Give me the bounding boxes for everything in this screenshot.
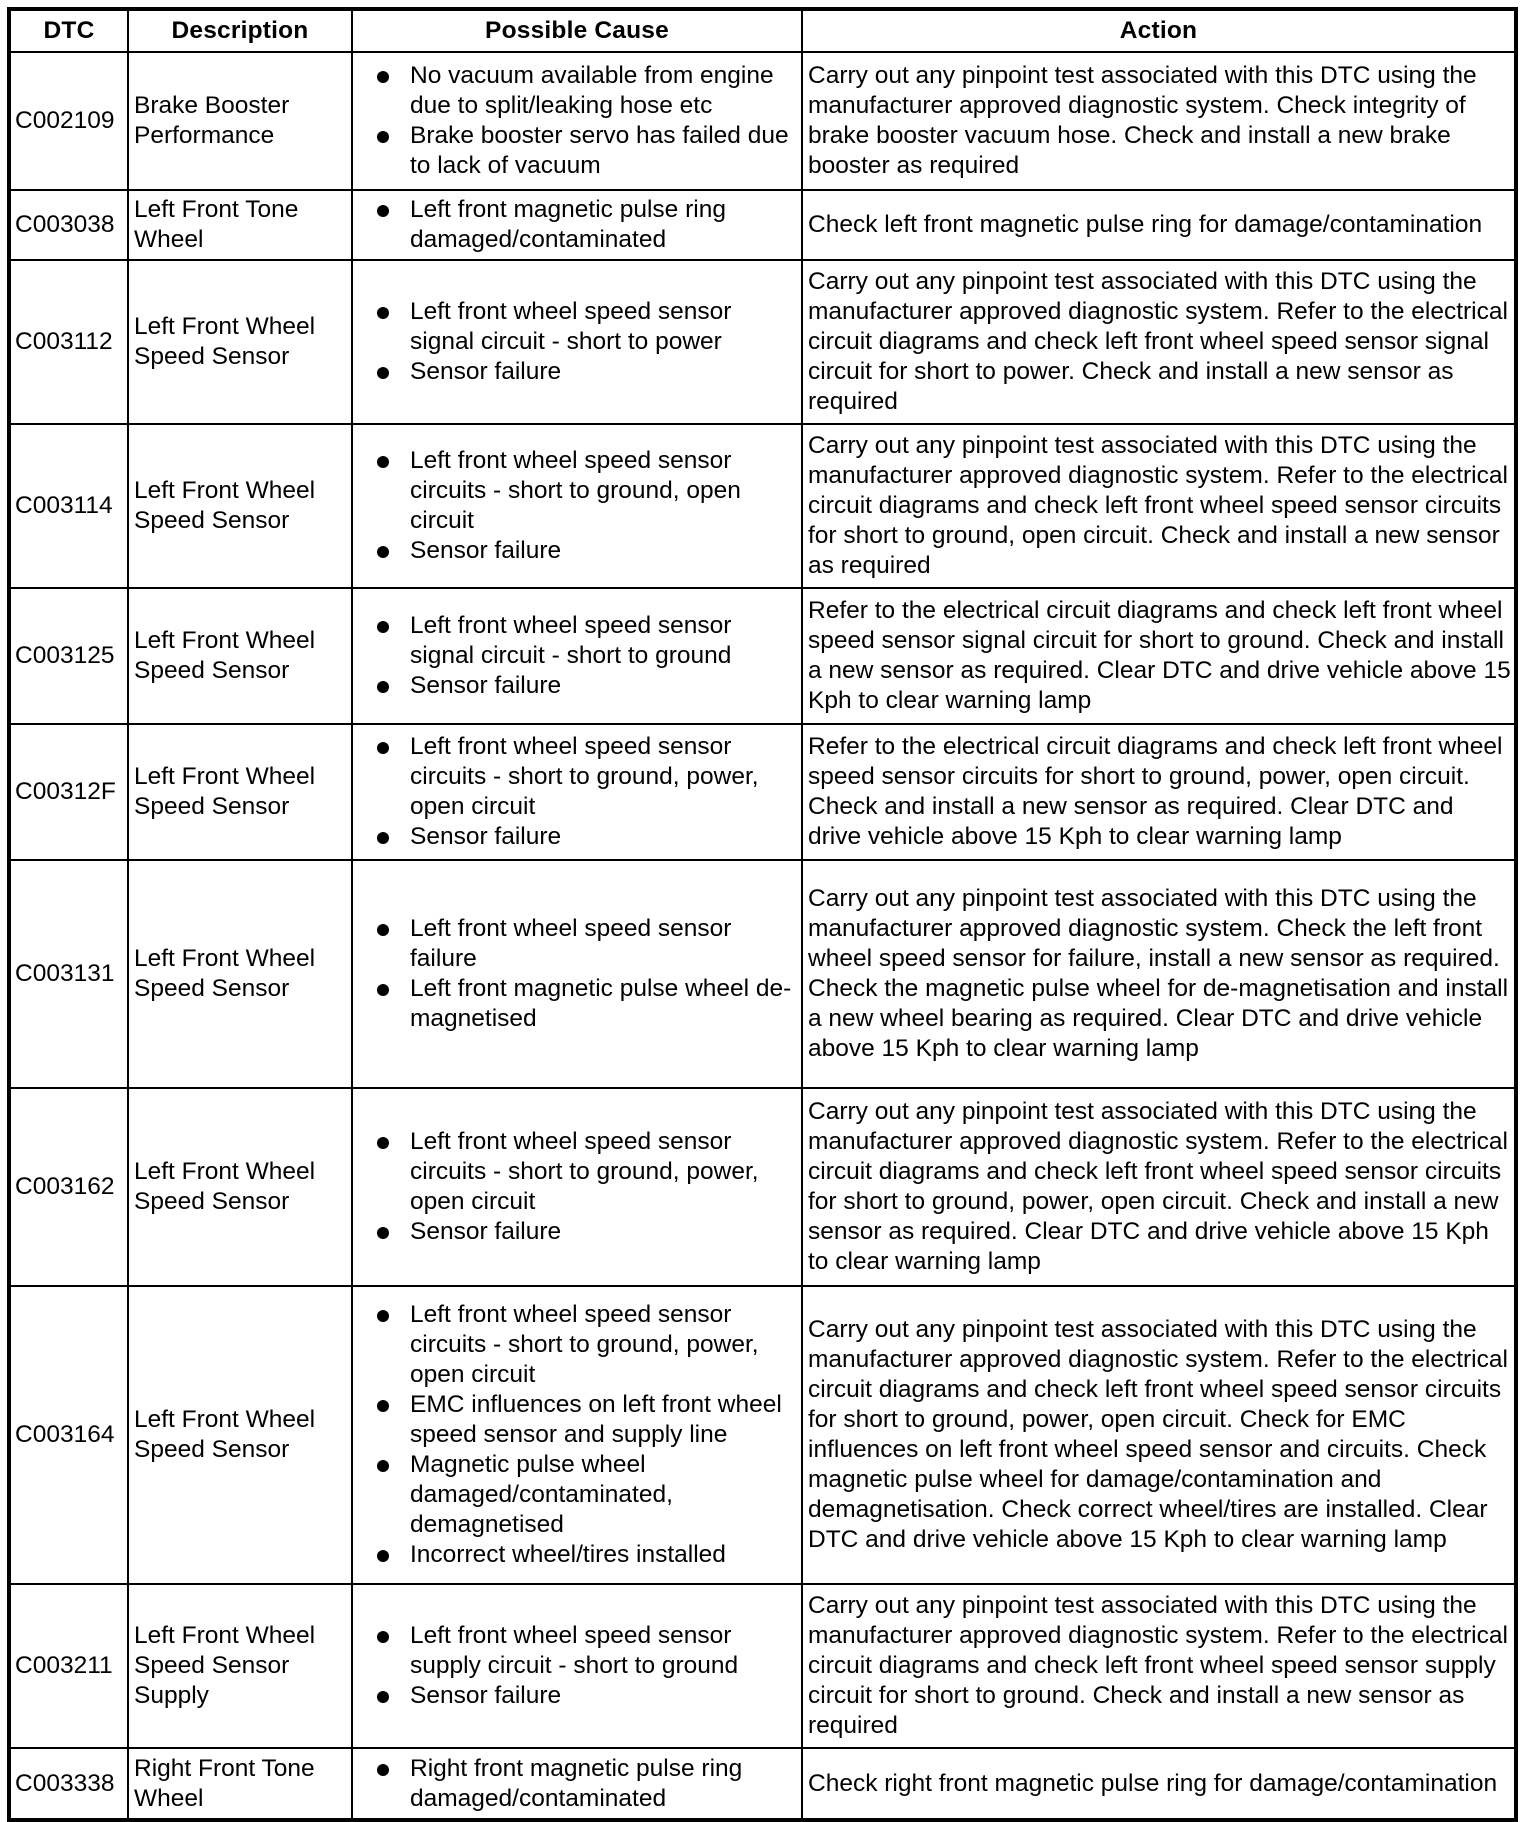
cause-text: Left front wheel speed sensor circuits - short to ground, power, open circuit (410, 733, 759, 820)
cause-list (353, 195, 801, 255)
table-row (9, 1584, 1516, 1748)
dtc-description: Left Front Wheel Speed Sensor (128, 860, 352, 1088)
bullet-icon (377, 1400, 389, 1412)
cause-item (353, 974, 801, 1034)
cause-text: No vacuum available from engine due to split/leaking hose etc (410, 62, 774, 119)
cause-list (353, 61, 801, 181)
possible-cause-cell (352, 260, 802, 424)
action-text: Check right front magnetic pulse ring for damage/contamination (802, 1748, 1516, 1820)
bullet-icon (377, 742, 389, 754)
cause-item (353, 357, 801, 387)
cause-list (353, 1754, 801, 1814)
cause-item (353, 1390, 801, 1450)
dtc-code: C003131 (9, 860, 128, 1088)
dtc-code: C00312F (9, 724, 128, 860)
action-text: Carry out any pinpoint test associated with this DTC using the manufacturer approved diagnostic system. Refer to the electrical circuit diagrams and check left front wheel speed sensor circuits for short to ground, power, open circuit. Check for EMC influences on left front wheel speed sensor and circuits. Check magnetic pulse wheel for damage/contamination and demagnetisation. Check correct wheel/tires are installed. Clear DTC and drive vehicle above 15 Kph to clear warning lamp (802, 1286, 1516, 1584)
dtc-description: Left Front Tone Wheel (128, 190, 352, 260)
cause-text: Incorrect wheel/tires installed (410, 1541, 726, 1568)
cause-item (353, 536, 801, 566)
dtc-description: Left Front Wheel Speed Sensor (128, 724, 352, 860)
bullet-icon (377, 1460, 389, 1472)
cause-list (353, 1621, 801, 1711)
possible-cause-cell (352, 588, 802, 724)
cause-item (353, 611, 801, 671)
bullet-icon (377, 621, 389, 633)
cause-list (353, 1300, 801, 1570)
cause-list (353, 446, 801, 566)
cause-item (353, 195, 801, 255)
cause-text: Left front wheel speed sensor circuits - short to ground, power, open circuit (410, 1301, 759, 1388)
bullet-icon (377, 1764, 389, 1776)
cause-text: Left front wheel speed sensor signal circuit - short to power (410, 298, 732, 355)
bullet-icon (377, 131, 389, 143)
action-text: Carry out any pinpoint test associated with this DTC using the manufacturer approved diagnostic system. Refer to the electrical circuit diagrams and check left front wheel speed sensor circuits for short to ground, open circuit. Check and install a new sensor as required (802, 424, 1516, 588)
cause-text: Right front magnetic pulse ring damaged/contaminated (410, 1754, 743, 1812)
bullet-icon (377, 307, 389, 319)
bullet-icon (377, 681, 389, 693)
cause-list (353, 732, 801, 852)
bullet-icon (377, 546, 389, 558)
cause-item (353, 1621, 801, 1681)
dtc-code: C002109 (9, 52, 128, 190)
cause-item (353, 1127, 801, 1217)
possible-cause-cell (352, 1584, 802, 1748)
cause-text: Sensor failure (410, 1682, 562, 1709)
cause-text: Left front wheel speed sensor circuits - short to ground, power, open circuit (410, 1128, 759, 1215)
header-possible-cause: Possible Cause (352, 9, 802, 52)
cause-item (353, 822, 801, 852)
cause-text: Left front wheel speed sensor failure (410, 915, 732, 972)
cause-item (353, 1754, 801, 1814)
cause-text: Left front wheel speed sensor circuits - short to ground, open circuit (410, 447, 741, 534)
action-text: Carry out any pinpoint test associated with this DTC using the manufacturer approved diagnostic system. Check the left front wheel speed sensor for failure, install a new sensor as required. Check the magnetic pulse wheel for de-magnetisation and install a new wheel bearing as required. Clear DTC and drive vehicle above 15 Kph to clear warning lamp (802, 860, 1516, 1088)
table-row (9, 724, 1516, 860)
table-row (9, 1748, 1516, 1820)
dtc-table (7, 7, 1518, 1822)
action-text: Carry out any pinpoint test associated with this DTC using the manufacturer approved diagnostic system. Refer to the electrical circuit diagrams and check left front wheel speed sensor signal circuit for short to power. Check and install a new sensor as required (802, 260, 1516, 424)
cause-text: Left front wheel speed sensor supply circuit - short to ground (410, 1622, 739, 1679)
header-row (9, 9, 1516, 52)
bullet-icon (377, 1137, 389, 1149)
table-row (9, 588, 1516, 724)
cause-text: Sensor failure (410, 537, 562, 564)
table-row (9, 190, 1516, 260)
cause-item (353, 61, 801, 121)
action-text: Carry out any pinpoint test associated with this DTC using the manufacturer approved diagnostic system. Refer to the electrical circuit diagrams and check left front wheel speed sensor supply circuit for short to ground. Check and install a new sensor as required (802, 1584, 1516, 1748)
cause-text: Sensor failure (410, 358, 562, 385)
cause-text: Magnetic pulse wheel damaged/contaminated, demagnetised (410, 1451, 673, 1538)
possible-cause-cell (352, 724, 802, 860)
dtc-description: Left Front Wheel Speed Sensor (128, 588, 352, 724)
action-text: Refer to the electrical circuit diagrams and check left front wheel speed sensor circuits for short to ground, power, open circuit. Check and install a new sensor as required. Clear DTC and drive vehicle above 15 Kph to clear warning lamp (802, 724, 1516, 860)
possible-cause-cell (352, 190, 802, 260)
table-row (9, 1088, 1516, 1286)
bullet-icon (377, 984, 389, 996)
cause-text: Sensor failure (410, 823, 562, 850)
cause-item (353, 121, 801, 181)
cause-item (353, 1300, 801, 1390)
bullet-icon (377, 1691, 389, 1703)
table-row (9, 52, 1516, 190)
cause-text: Brake booster servo has failed due to lack of vacuum (410, 122, 789, 179)
cause-text: Left front magnetic pulse ring damaged/contaminated (410, 196, 726, 253)
possible-cause-cell (352, 52, 802, 190)
possible-cause-cell (352, 1748, 802, 1820)
header-dtc: DTC (9, 9, 128, 52)
cause-list (353, 611, 801, 701)
cause-item (353, 1450, 801, 1540)
dtc-code: C003114 (9, 424, 128, 588)
possible-cause-cell (352, 1286, 802, 1584)
possible-cause-cell (352, 860, 802, 1088)
cause-text: Left front magnetic pulse wheel de-magnetised (410, 975, 792, 1032)
table-row (9, 860, 1516, 1088)
action-text: Carry out any pinpoint test associated with this DTC using the manufacturer approved diagnostic system. Check integrity of brake booster vacuum hose. Check and install a new brake booster as required (802, 52, 1516, 190)
dtc-description: Brake Booster Performance (128, 52, 352, 190)
table-row (9, 1286, 1516, 1584)
table-row (9, 260, 1516, 424)
action-text: Check left front magnetic pulse ring for damage/contamination (802, 190, 1516, 260)
table-header (9, 9, 1516, 52)
possible-cause-cell (352, 424, 802, 588)
cause-item (353, 297, 801, 357)
cause-item (353, 1540, 801, 1570)
header-action: Action (802, 9, 1516, 52)
action-text: Carry out any pinpoint test associated with this DTC using the manufacturer approved diagnostic system. Refer to the electrical circuit diagrams and check left front wheel speed sensor circuits for short to ground, power, open circuit. Check and install a new sensor as required. Clear DTC and drive vehicle above 15 Kph to clear warning lamp (802, 1088, 1516, 1286)
cause-item (353, 446, 801, 536)
dtc-code: C003125 (9, 588, 128, 724)
possible-cause-cell (352, 1088, 802, 1286)
cause-list (353, 297, 801, 387)
dtc-description: Left Front Wheel Speed Sensor (128, 424, 352, 588)
bullet-icon (377, 832, 389, 844)
dtc-code: C003211 (9, 1584, 128, 1748)
cause-list (353, 1127, 801, 1247)
cause-item (353, 671, 801, 701)
bullet-icon (377, 1550, 389, 1562)
dtc-code: C003112 (9, 260, 128, 424)
bullet-icon (377, 456, 389, 468)
cause-text: Left front wheel speed sensor signal circuit - short to ground (410, 612, 732, 669)
bullet-icon (377, 205, 389, 217)
dtc-code: C003038 (9, 190, 128, 260)
cause-item (353, 1217, 801, 1247)
table-body (9, 52, 1516, 1820)
bullet-icon (377, 367, 389, 379)
bullet-icon (377, 71, 389, 83)
cause-item (353, 732, 801, 822)
bullet-icon (377, 1227, 389, 1239)
dtc-description: Left Front Wheel Speed Sensor (128, 260, 352, 424)
dtc-description: Left Front Wheel Speed Sensor (128, 1286, 352, 1584)
bullet-icon (377, 924, 389, 936)
cause-list (353, 914, 801, 1034)
cause-text: Sensor failure (410, 672, 562, 699)
bullet-icon (377, 1631, 389, 1643)
dtc-code: C003338 (9, 1748, 128, 1820)
cause-item (353, 1681, 801, 1711)
bullet-icon (377, 1310, 389, 1322)
header-description: Description (128, 9, 352, 52)
cause-item (353, 914, 801, 974)
dtc-code: C003164 (9, 1286, 128, 1584)
cause-text: Sensor failure (410, 1218, 562, 1245)
table-row (9, 424, 1516, 588)
dtc-description: Left Front Wheel Speed Sensor (128, 1088, 352, 1286)
action-text: Refer to the electrical circuit diagrams and check left front wheel speed sensor signal circuit for short to ground. Check and install a new sensor as required. Clear DTC and drive vehicle above 15 Kph to clear warning lamp (802, 588, 1516, 724)
dtc-description: Left Front Wheel Speed Sensor Supply (128, 1584, 352, 1748)
cause-text: EMC influences on left front wheel speed sensor and supply line (410, 1391, 782, 1448)
dtc-code: C003162 (9, 1088, 128, 1286)
dtc-description: Right Front Tone Wheel (128, 1748, 352, 1820)
